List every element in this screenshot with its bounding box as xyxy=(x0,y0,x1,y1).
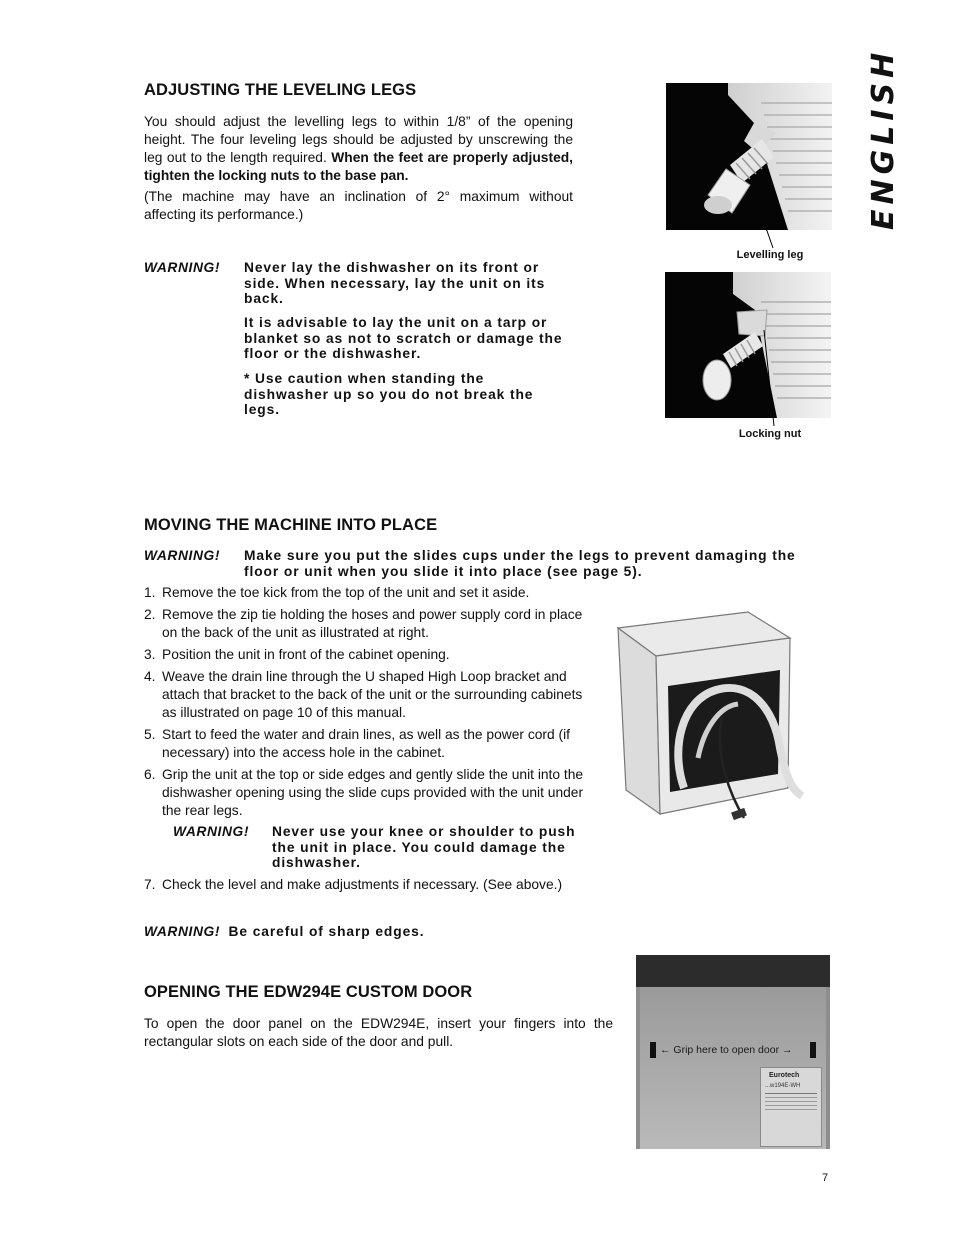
grip-here-label: ← Grip here to open door → xyxy=(660,1044,793,1056)
caption-levelling-leg: Levelling leg xyxy=(736,249,804,261)
locking-nut-pointer xyxy=(760,330,790,428)
list-item: 6. Grip the unit at the top or side edges and gently slide the unit into the dishwasher opening using the slide cups provided with the unit under the rear legs. xyxy=(144,767,584,818)
sticker-model: ...w194E-WH xyxy=(765,1083,801,1089)
warning-text-1: Never lay the dishwasher on its front or side. When necessary, lay the unit on its back. xyxy=(244,260,546,306)
list-item: 5. Start to feed the water and drain lines, as well as the power cord (if necessary) into the access hole in the cabinet. xyxy=(144,727,570,760)
caption-locking-nut: Locking nut xyxy=(738,428,802,440)
levelling-leg-photo xyxy=(666,83,832,230)
locking-nut-illustration xyxy=(665,272,831,418)
dishwasher-back-photo xyxy=(612,608,834,830)
right-arrow-icon: → xyxy=(782,1044,793,1056)
door-top-edge xyxy=(636,955,830,987)
right-grip-slot xyxy=(810,1042,816,1058)
moving-warning-label: WARNING! xyxy=(144,548,221,563)
warning-text-2: It is advisable to lay the unit on a tarp or blanket so as not to scratch or damage the floor or the dishwasher. xyxy=(244,315,563,361)
language-tab: ENGLISH xyxy=(866,47,901,230)
rating-sticker xyxy=(760,1067,822,1147)
leveling-paragraph xyxy=(144,113,573,185)
custom-door-paragraph: To open the door panel on the EDW294E, insert your fingers into the rectangular slots on each side of the door and pull. xyxy=(144,1016,613,1049)
moving-warning-text: Make sure you put the slides cups under the legs to prevent damaging the floor or unit when you slide it into place (see page 5). xyxy=(244,548,796,579)
warning-label: WARNING! xyxy=(144,260,221,275)
warning-text-3: * Use caution when standing the dishwasher up so you do not break the legs. xyxy=(244,371,534,417)
step-7: 7. Check the level and make adjustments if necessary. (See above.) xyxy=(144,877,563,892)
sharp-edges-warning: WARNING! Be careful of sharp edges. xyxy=(144,924,425,939)
list-item: 2. Remove the zip tie holding the hoses and power supply cord in place on the back of the unit as illustrated at right. xyxy=(144,607,583,640)
inclination-paragraph: (The machine may have an inclination of 2° maximum without affecting its performance.) xyxy=(144,189,573,222)
section-heading-leveling-legs: ADJUSTING THE LEVELING LEGS xyxy=(144,81,417,99)
sticker-brand: Eurotech xyxy=(769,1072,800,1079)
levelling-leg-pointer xyxy=(760,228,790,250)
dishwasher-back-illustration xyxy=(612,608,834,830)
moving-steps-list xyxy=(144,584,599,824)
levelling-leg-illustration xyxy=(666,83,832,230)
section-heading-custom-door: OPENING THE EDW294E CUSTOM DOOR xyxy=(144,983,473,1001)
section-heading-moving-machine: MOVING THE MACHINE INTO PLACE xyxy=(144,516,438,534)
knee-warning-text: Never use your knee or shoulder to push the unit in place. You could damage the dishwasher. xyxy=(272,824,576,870)
leveling-paragraph-bold: When the feet are properly adjusted, tighten the locking nuts to the base pan. xyxy=(144,150,573,183)
list-item: 1. Remove the toe kick from the top of the unit and set it aside. xyxy=(144,585,530,600)
custom-door-photo xyxy=(636,955,830,1149)
left-grip-slot xyxy=(650,1042,656,1058)
left-arrow-icon: ← xyxy=(660,1044,671,1056)
knee-warning-label: WARNING! xyxy=(173,824,250,839)
locking-nut-photo xyxy=(665,272,831,418)
leveling-paragraph-text: You should adjust the levelling legs to within 1/8” of the opening height. The four leveling legs should be adjusted by unscrewing the leg out to the length required. xyxy=(144,114,573,165)
list-item: 4. Weave the drain line through the U shaped High Loop bracket and attach that bracket to the back of the unit or the surrounding cabinets as illustrated on page 10 of this manual. xyxy=(144,669,583,720)
list-item: 3. Position the unit in front of the cabinet opening. xyxy=(144,647,450,662)
page-number: 7 xyxy=(822,1172,829,1184)
